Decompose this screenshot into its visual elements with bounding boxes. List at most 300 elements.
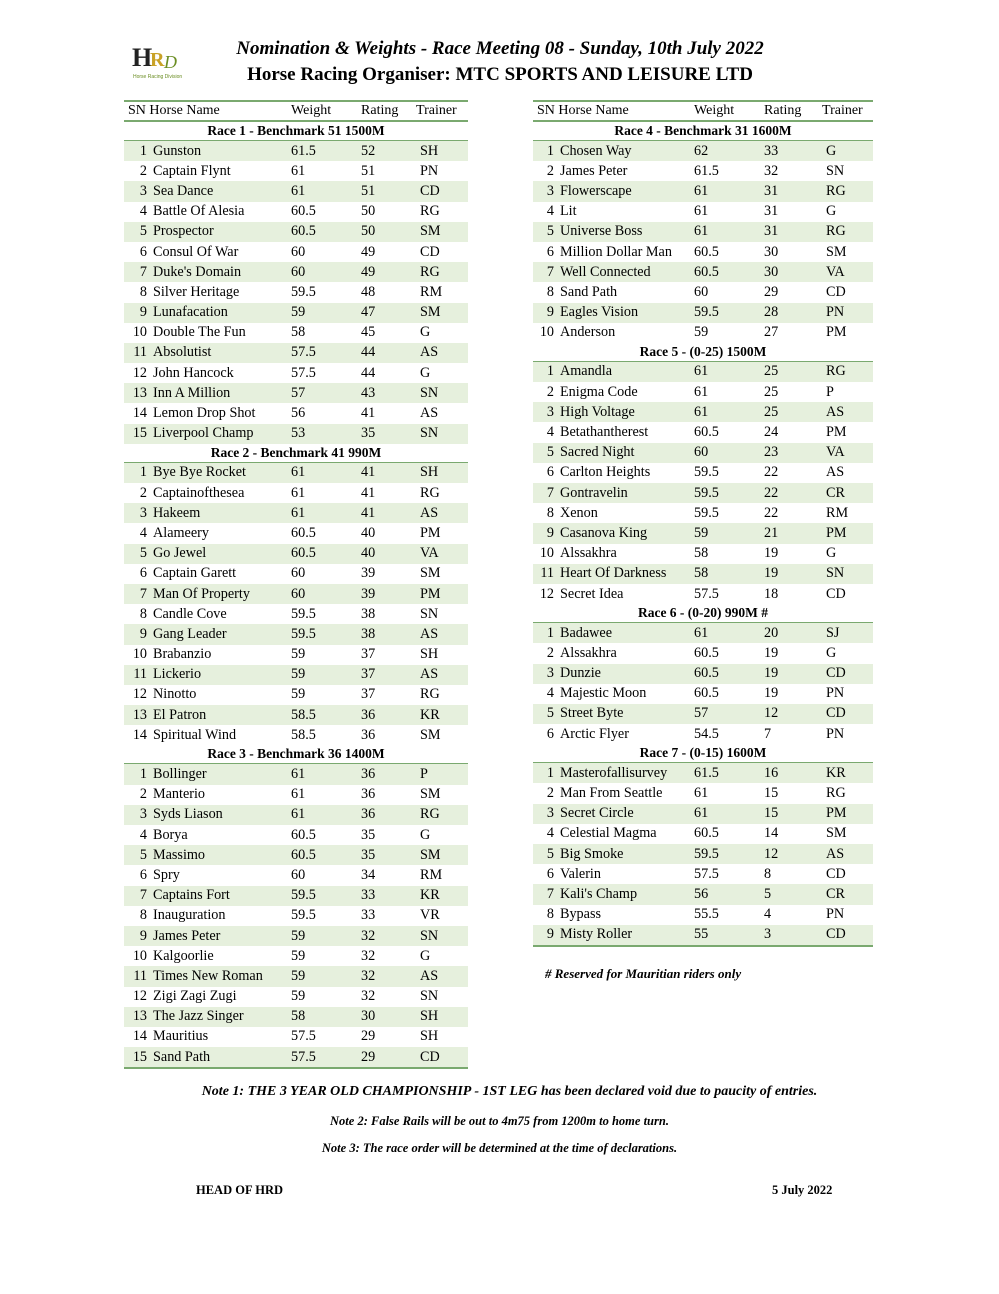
trainer-cell: PN xyxy=(826,906,845,923)
sn-cell: 4 xyxy=(546,203,554,220)
weight-cell: 57.5 xyxy=(694,585,719,602)
trainer-cell: CD xyxy=(826,585,846,602)
horse-name-cell: Times New Roman xyxy=(153,966,291,986)
trainer-cell: P xyxy=(416,764,468,785)
sn-cell: 3 xyxy=(533,181,560,201)
weight-cell: 61 xyxy=(694,402,764,422)
rating-cell: 50 xyxy=(361,222,416,242)
horse-row xyxy=(124,141,468,162)
header-sn-horse: SN Horse Name xyxy=(124,101,291,121)
race-title: Race 6 - (0-20) 990M # xyxy=(533,604,873,623)
sn-cell: 3 xyxy=(124,805,153,825)
sn-cell: 5 xyxy=(124,222,153,242)
horse-row xyxy=(124,906,468,926)
horse-row xyxy=(533,844,873,864)
note-2: Note 2: False Rails will be out to 4m75 from 1200m to home turn. xyxy=(330,1114,669,1128)
rating-cell: 37 xyxy=(361,646,376,663)
weight-cell: 60.5 xyxy=(694,664,764,684)
weight-cell: 61 xyxy=(694,623,764,644)
trainer-cell: RG xyxy=(822,361,873,382)
rating-cell: 36 xyxy=(361,786,376,803)
sn-cell: 1 xyxy=(533,763,560,784)
weight-cell: 61 xyxy=(694,785,709,802)
sn-cell: 11 xyxy=(124,665,153,685)
trainer-cell: SH xyxy=(420,646,439,663)
sn-cell: 9 xyxy=(533,523,560,543)
sn-cell: 1 xyxy=(533,361,560,382)
trainer-cell: PN xyxy=(826,685,845,702)
rating-cell: 49 xyxy=(361,243,376,260)
weight-cell: 60.5 xyxy=(694,243,719,260)
trainer-cell: RM xyxy=(420,866,443,883)
race-header-row xyxy=(533,343,873,362)
horse-name-cell: Spry xyxy=(153,866,180,883)
sn-cell: 5 xyxy=(124,845,153,865)
sn-cell: 9 xyxy=(533,925,560,946)
sn-cell: 8 xyxy=(546,504,554,521)
trainer-cell: VA xyxy=(416,544,468,564)
weight-cell: 60.5 xyxy=(694,262,764,282)
horse-name-cell: Consul Of War xyxy=(153,243,239,260)
rating-cell: 25 xyxy=(764,402,822,422)
rating-cell: 32 xyxy=(361,926,416,946)
horse-row xyxy=(533,282,873,302)
weight-cell: 58.5 xyxy=(291,726,316,743)
trainer-cell: CR xyxy=(822,884,873,904)
sn-cell: 5 xyxy=(533,704,560,724)
trainer-cell: RG xyxy=(420,484,440,501)
rating-cell: 4 xyxy=(764,906,772,923)
horse-row xyxy=(533,303,873,323)
horse-row xyxy=(533,422,873,442)
horse-row xyxy=(124,462,468,483)
weight-cell: 55.5 xyxy=(694,906,719,923)
trainer-cell: CR xyxy=(822,483,873,503)
sn-cell: 8 xyxy=(546,283,554,300)
horse-name-cell: Bypass xyxy=(560,906,601,923)
header-rating: Rating xyxy=(361,101,416,121)
sn-cell: 5 xyxy=(533,844,560,864)
weight-cell: 60.5 xyxy=(291,524,316,541)
horse-name-cell: Lickerio xyxy=(153,665,291,685)
sn-cell: 4 xyxy=(139,524,147,541)
horse-name-cell: Anderson xyxy=(560,324,616,341)
rating-cell: 51 xyxy=(361,181,416,201)
trainer-cell: SH xyxy=(416,462,468,483)
horse-name-cell: Go Jewel xyxy=(153,544,291,564)
horse-row xyxy=(124,222,468,242)
horse-name-cell: Man Of Property xyxy=(153,584,291,604)
horse-row xyxy=(533,222,873,242)
trainer-cell: CD xyxy=(822,925,873,946)
rating-cell: 20 xyxy=(764,623,822,644)
horse-row xyxy=(533,202,873,222)
rating-cell: 32 xyxy=(361,966,416,986)
horse-name-cell: Sand Path xyxy=(153,1047,291,1068)
rating-cell: 34 xyxy=(361,866,376,883)
weight-cell: 59 xyxy=(291,646,306,663)
weight-cell: 58.5 xyxy=(291,705,361,725)
horse-row xyxy=(124,303,468,323)
weight-cell: 61 xyxy=(291,462,361,483)
weight-cell: 56 xyxy=(694,884,764,904)
horse-name-cell: Silver Heritage xyxy=(153,283,240,300)
sn-cell: 9 xyxy=(124,303,153,323)
race-title: Race 4 - Benchmark 31 1600M xyxy=(533,121,873,141)
horse-name-cell: Celestial Magma xyxy=(560,825,657,842)
sn-cell: 12 xyxy=(539,585,554,602)
trainer-cell: G xyxy=(826,644,837,661)
horse-row xyxy=(124,825,468,845)
sn-cell: 5 xyxy=(124,544,153,564)
horse-row xyxy=(533,643,873,663)
horse-name-cell: Captainofthesea xyxy=(153,484,245,501)
sn-cell: 14 xyxy=(132,405,147,422)
rating-cell: 15 xyxy=(764,804,822,824)
weight-cell: 59.5 xyxy=(291,886,361,906)
rating-cell: 22 xyxy=(764,464,779,481)
sn-cell: 2 xyxy=(139,786,147,803)
trainer-cell: SN xyxy=(420,988,439,1005)
weight-cell: 59.5 xyxy=(291,605,316,622)
trainer-cell: SM xyxy=(826,243,847,260)
rating-cell: 19 xyxy=(764,685,779,702)
left-column-table xyxy=(124,100,468,1069)
horse-row xyxy=(533,141,873,162)
weight-cell: 57 xyxy=(694,704,764,724)
horse-name-cell: Prospector xyxy=(153,222,291,242)
horse-name-cell: Zigi Zagi Zugi xyxy=(153,988,237,1005)
rating-cell: 36 xyxy=(361,805,416,825)
horse-name-cell: Flowerscape xyxy=(560,181,694,201)
horse-name-cell: Alameery xyxy=(153,524,209,541)
header-weight: Weight xyxy=(694,101,764,121)
horse-name-cell: Casanova King xyxy=(560,523,694,543)
horse-row xyxy=(533,704,873,724)
sn-cell: 1 xyxy=(124,462,153,483)
weight-cell: 59.5 xyxy=(694,504,719,521)
horse-name-cell: Big Smoke xyxy=(560,844,694,864)
weight-cell: 59 xyxy=(291,686,306,703)
trainer-cell: CD xyxy=(826,865,846,882)
rating-cell: 30 xyxy=(764,262,822,282)
horse-row xyxy=(533,905,873,925)
page-title: Nomination & Weights - Race Meeting 08 - Sunday, 10th July 2022 xyxy=(236,38,764,59)
sn-cell: 11 xyxy=(533,564,560,584)
weight-cell: 61 xyxy=(291,503,361,523)
right-column-table xyxy=(533,100,873,947)
trainer-cell: G xyxy=(420,826,431,843)
trainer-cell: CD xyxy=(822,664,873,684)
horse-row xyxy=(533,884,873,904)
horse-row xyxy=(124,544,468,564)
weight-cell: 56 xyxy=(291,405,306,422)
sn-cell: 4 xyxy=(546,685,554,702)
sn-cell: 3 xyxy=(533,664,560,684)
sn-cell: 5 xyxy=(533,222,560,242)
rating-cell: 25 xyxy=(764,361,822,382)
rating-cell: 41 xyxy=(361,484,376,501)
sn-cell: 9 xyxy=(124,624,153,644)
rating-cell: 51 xyxy=(361,162,376,179)
weight-cell: 59 xyxy=(694,523,764,543)
trainer-cell: SN xyxy=(826,162,845,179)
weight-cell: 60 xyxy=(694,283,709,300)
svg-text:Horse Racing Division: Horse Racing Division xyxy=(133,74,183,80)
trainer-cell: RM xyxy=(420,283,443,300)
weight-cell: 61.5 xyxy=(291,141,361,162)
horse-name-cell: Double The Fun xyxy=(153,324,246,341)
trainer-cell: CD xyxy=(822,704,873,724)
weight-cell: 58 xyxy=(291,324,306,341)
trainer-cell: KR xyxy=(416,886,468,906)
rating-cell: 32 xyxy=(361,988,376,1005)
sn-cell: 1 xyxy=(124,141,153,162)
rating-cell: 33 xyxy=(764,141,822,162)
horse-row xyxy=(124,363,468,383)
horse-name-cell: Lit xyxy=(560,203,577,220)
rating-cell: 28 xyxy=(764,303,822,323)
race-header-row xyxy=(124,121,468,141)
trainer-cell: VA xyxy=(822,443,873,463)
race-title: Race 1 - Benchmark 51 1500M xyxy=(124,121,468,141)
sn-cell: 2 xyxy=(546,383,554,400)
horse-row xyxy=(533,463,873,483)
trainer-cell: AS xyxy=(826,464,845,481)
trainer-cell: PN xyxy=(420,162,439,179)
trainer-cell: AS xyxy=(420,405,439,422)
horse-name-cell: Lemon Drop Shot xyxy=(153,405,256,422)
sn-cell: 6 xyxy=(139,565,147,582)
sn-cell: 8 xyxy=(139,605,147,622)
sn-cell: 12 xyxy=(132,686,147,703)
sn-cell: 7 xyxy=(124,886,153,906)
note-3: Note 3: The race order will be determined at the time of declarations. xyxy=(321,1141,678,1155)
horse-name-cell: Eagles Vision xyxy=(560,303,694,323)
sn-cell: 7 xyxy=(533,262,560,282)
weight-cell: 60 xyxy=(291,584,361,604)
horse-name-cell: Betathantherest xyxy=(560,424,649,441)
horse-name-cell: Amandla xyxy=(560,361,694,382)
horse-name-cell: El Patron xyxy=(153,705,291,725)
horse-row xyxy=(533,824,873,844)
horse-name-cell: Ninotto xyxy=(153,686,197,703)
nominations-table xyxy=(124,100,468,1069)
horse-name-cell: Chosen Way xyxy=(560,141,694,162)
weight-cell: 61 xyxy=(694,181,764,201)
horse-name-cell: Street Byte xyxy=(560,704,694,724)
sn-cell: 7 xyxy=(124,262,153,282)
horse-row xyxy=(124,685,468,705)
horse-row xyxy=(124,523,468,543)
weight-cell: 58 xyxy=(694,545,709,562)
trainer-cell: SN xyxy=(822,564,873,584)
race-title: Race 5 - (0-25) 1500M xyxy=(533,343,873,362)
weight-cell: 61 xyxy=(291,764,361,785)
horse-row xyxy=(124,865,468,885)
horse-name-cell: Xenon xyxy=(560,504,598,521)
trainer-cell: AS xyxy=(416,966,468,986)
trainer-cell: SM xyxy=(416,222,468,242)
horse-name-cell: Kali's Champ xyxy=(560,884,694,904)
horse-name-cell: Syds Liason xyxy=(153,805,291,825)
horse-row xyxy=(533,523,873,543)
rating-cell: 31 xyxy=(764,181,822,201)
rating-cell: 32 xyxy=(764,162,779,179)
trainer-cell: RG xyxy=(822,222,873,242)
trainer-cell: PN xyxy=(826,725,845,742)
horse-name-cell: Bollinger xyxy=(153,764,291,785)
weight-cell: 60.5 xyxy=(291,845,361,865)
trainer-cell: CD xyxy=(416,1047,468,1068)
rating-cell: 21 xyxy=(764,523,822,543)
trainer-cell: G xyxy=(420,324,431,341)
horse-name-cell: Manterio xyxy=(153,786,206,803)
horse-row xyxy=(124,262,468,282)
horse-row xyxy=(124,1027,468,1047)
horse-row xyxy=(533,181,873,201)
weight-cell: 59.5 xyxy=(694,303,764,323)
race-header-row xyxy=(124,444,468,463)
horse-row xyxy=(124,242,468,262)
horse-row xyxy=(124,383,468,403)
horse-name-cell: Universe Boss xyxy=(560,222,694,242)
horse-row xyxy=(124,181,468,201)
trainer-cell: SH xyxy=(416,141,468,162)
weight-cell: 54.5 xyxy=(694,725,719,742)
sn-cell: 6 xyxy=(546,464,554,481)
weight-cell: 59 xyxy=(694,324,709,341)
horse-row xyxy=(533,544,873,564)
horse-name-cell: Inauguration xyxy=(153,907,226,924)
trainer-cell: SN xyxy=(416,926,468,946)
horse-row xyxy=(124,926,468,946)
rating-cell: 38 xyxy=(361,624,416,644)
rating-cell: 32 xyxy=(361,947,376,964)
horse-row xyxy=(124,785,468,805)
weight-cell: 57.5 xyxy=(291,1047,361,1068)
weight-cell: 59 xyxy=(291,947,306,964)
rating-cell: 30 xyxy=(764,243,779,260)
rating-cell: 52 xyxy=(361,141,416,162)
weight-cell: 61.5 xyxy=(694,162,719,179)
sn-cell: 13 xyxy=(124,705,153,725)
horse-row xyxy=(533,242,873,262)
horse-row xyxy=(124,886,468,906)
trainer-cell: AS xyxy=(416,503,468,523)
weight-cell: 57.5 xyxy=(291,364,316,381)
horse-row xyxy=(124,202,468,222)
weight-cell: 57.5 xyxy=(291,343,361,363)
header-rating: Rating xyxy=(764,101,822,121)
horse-row xyxy=(124,323,468,343)
rating-cell: 31 xyxy=(764,203,779,220)
horse-name-cell: Badawee xyxy=(560,623,694,644)
horse-name-cell: Carlton Heights xyxy=(560,464,651,481)
horse-name-cell: Liverpool Champ xyxy=(153,424,291,444)
weight-cell: 60.5 xyxy=(694,424,719,441)
rating-cell: 8 xyxy=(764,865,772,882)
horse-name-cell: Sand Path xyxy=(560,283,618,300)
horse-name-cell: Enigma Code xyxy=(560,383,638,400)
horse-row xyxy=(124,665,468,685)
sn-cell: 8 xyxy=(546,906,554,923)
sn-cell: 10 xyxy=(539,545,554,562)
sn-cell: 10 xyxy=(132,646,147,663)
rating-cell: 15 xyxy=(764,785,779,802)
trainer-cell: SM xyxy=(420,786,441,803)
race-title: Race 7 - (0-15) 1600M xyxy=(533,744,873,763)
rating-cell: 19 xyxy=(764,564,822,584)
horse-row xyxy=(533,584,873,604)
rating-cell: 41 xyxy=(361,405,376,422)
horse-name-cell: Alssakhra xyxy=(560,644,617,661)
horse-name-cell: High Voltage xyxy=(560,402,694,422)
weight-cell: 57.5 xyxy=(291,1028,316,1045)
weight-cell: 60.5 xyxy=(291,544,361,564)
horse-row xyxy=(124,764,468,785)
horse-name-cell: Gontravelin xyxy=(560,483,694,503)
trainer-cell: SM xyxy=(420,726,441,743)
horse-name-cell: James Peter xyxy=(153,926,291,946)
horse-name-cell: Candle Cove xyxy=(153,605,227,622)
weight-cell: 59 xyxy=(291,926,361,946)
trainer-cell: PM xyxy=(826,324,847,341)
horse-name-cell: Well Connected xyxy=(560,262,694,282)
trainer-cell: CD xyxy=(826,283,846,300)
rating-cell: 35 xyxy=(361,845,416,865)
rating-cell: 36 xyxy=(361,764,416,785)
trainer-cell: G xyxy=(420,947,431,964)
race-header-row xyxy=(124,745,468,764)
sn-cell: 9 xyxy=(533,303,560,323)
rating-cell: 44 xyxy=(361,364,376,381)
race-header-row xyxy=(533,604,873,623)
trainer-cell: CD xyxy=(416,181,468,201)
weight-cell: 61 xyxy=(291,484,306,501)
rating-cell: 12 xyxy=(764,844,822,864)
sn-cell: 15 xyxy=(124,1047,153,1068)
horse-row xyxy=(124,1007,468,1027)
horse-name-cell: James Peter xyxy=(560,162,628,179)
weight-cell: 59.5 xyxy=(291,283,316,300)
sn-cell: 11 xyxy=(124,343,153,363)
weight-cell: 61 xyxy=(291,181,361,201)
horse-row xyxy=(533,763,873,784)
trainer-cell: RG xyxy=(826,785,846,802)
horse-name-cell: Brabanzio xyxy=(153,646,212,663)
horse-name-cell: Bye Bye Rocket xyxy=(153,462,291,483)
rating-cell: 41 xyxy=(361,462,416,483)
trainer-cell: RG xyxy=(420,203,440,220)
horse-row xyxy=(533,382,873,402)
horse-name-cell: Captains Fort xyxy=(153,886,291,906)
sn-cell: 9 xyxy=(124,926,153,946)
rating-cell: 22 xyxy=(764,483,822,503)
sn-cell: 4 xyxy=(139,203,147,220)
horse-name-cell: Arctic Flyer xyxy=(560,725,629,742)
svg-text:D: D xyxy=(164,52,177,72)
sn-cell: 7 xyxy=(533,483,560,503)
horse-name-cell: The Jazz Singer xyxy=(153,1007,291,1027)
nominations-table xyxy=(533,100,873,947)
header-sn-horse: SN Horse Name xyxy=(533,101,694,121)
race-header-row xyxy=(533,744,873,763)
sn-cell: 2 xyxy=(139,162,147,179)
horse-name-cell: Masterofallisurvey xyxy=(560,763,694,784)
rating-cell: 19 xyxy=(764,664,822,684)
horse-name-cell: Secret Circle xyxy=(560,804,694,824)
